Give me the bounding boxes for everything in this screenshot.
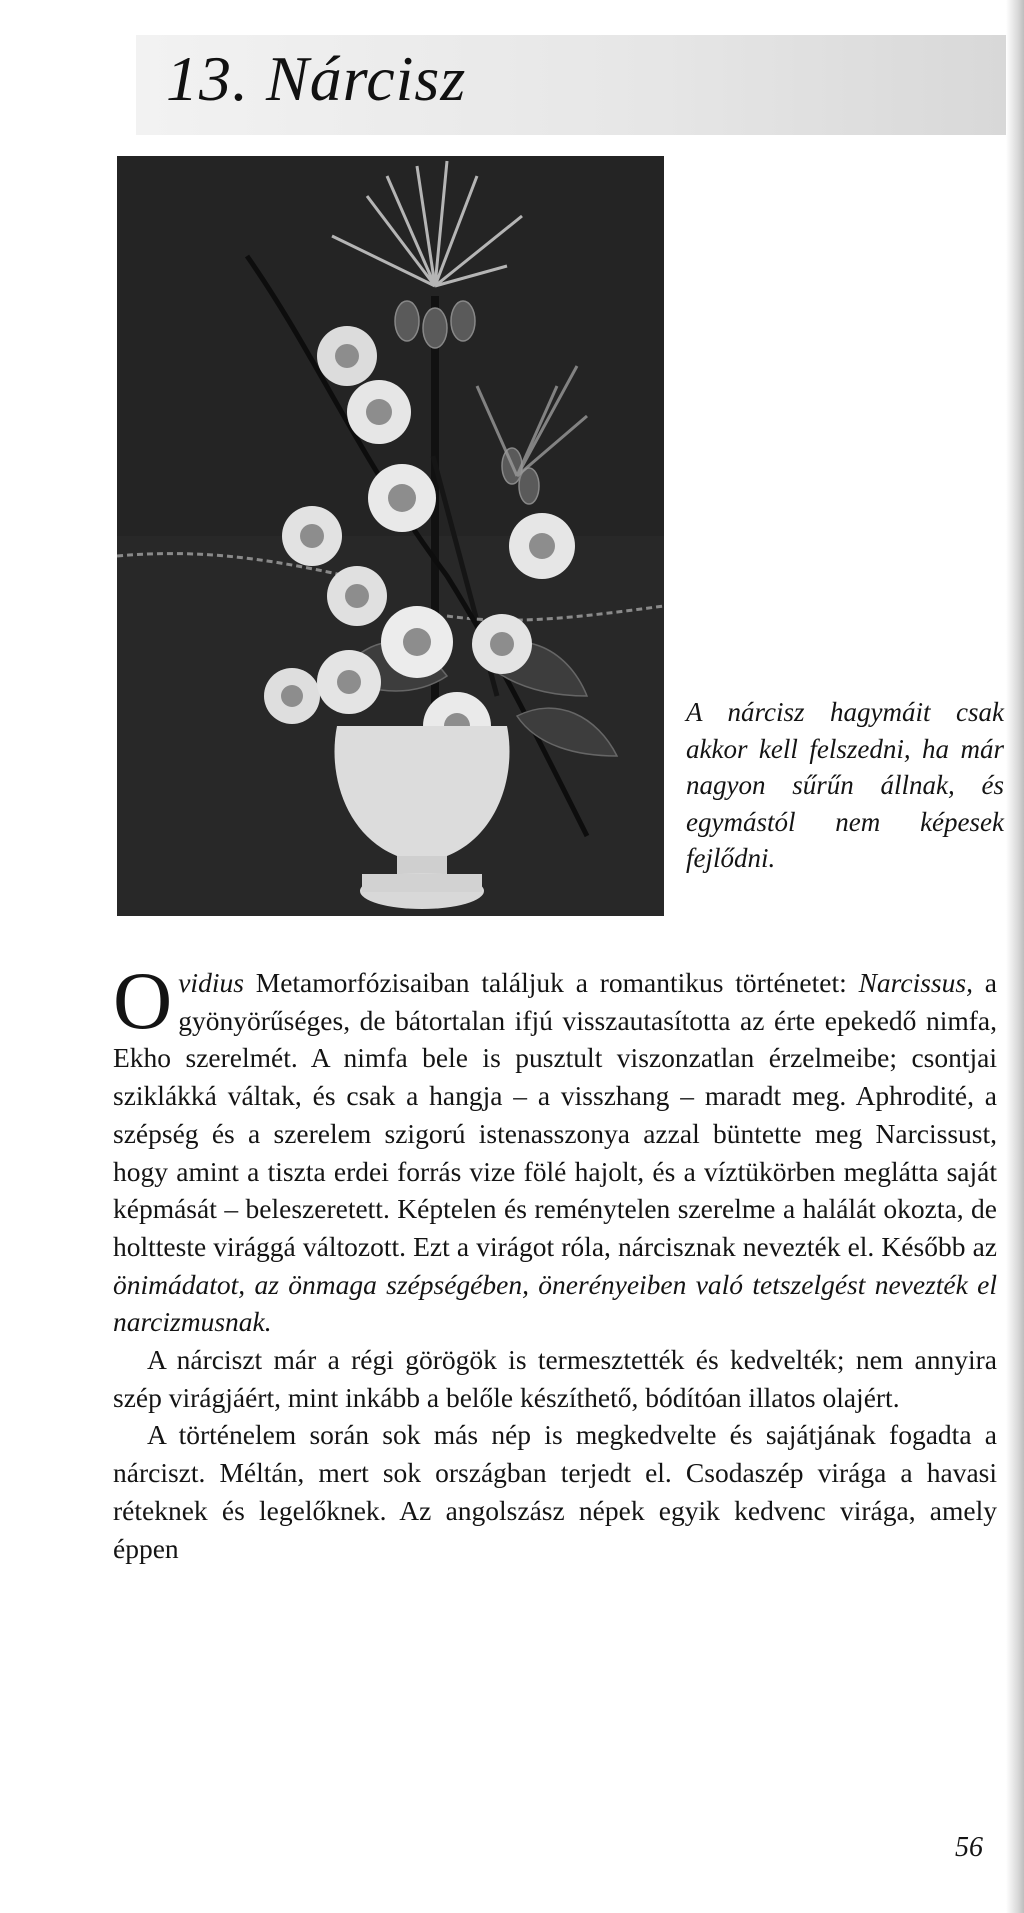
author-name: vidius: [178, 967, 244, 998]
paragraph-1-text-b: a gyönyörűséges, de bátortalan ifjú visszautasította az érte epekedő nimfa, Ekho szerelmét. A nimfa bele is pusztult viszonzatlan érzelmeibe; csontjai sziklákká váltak, és csak a hangja – a visszhang – maradt meg. Aphrodité, a szépség és a szerelem szigorú istenasszonya azzal büntette meg Narcissust, hogy amint a tiszta erdei forrás vize fölé hajolt, és a víztükörben meglátta saját képmását – beleszeretett. Képtelen és reménytelen szerelme a halálát okozta, de holtteste virággá változott. Ezt a virágot róla, nárcisznak nevezték el. Később az: [113, 967, 997, 1262]
paragraph-2: A nárciszt már a régi görögök is termesztették és kedvelték; nem annyira szép virágjáért, mint inkább a belőle készíthető, bódítóan illatos olajért.: [113, 1344, 997, 1413]
flower-arrangement-illustration: [117, 156, 664, 916]
paragraph-1-italic-ending: önimádatot, az önmaga szépségében, önerényeiben való tetszelgést nevezték el narcizmusnak.: [113, 1268, 997, 1338]
chapter-title: 13. Nárcisz: [166, 43, 467, 114]
paragraph-3: A történelem során sok más nép is megkedvelte és sajátjának fogadta a nárciszt. Méltán, mert sok országban terjedt el. Csodaszép virága a havasi réteknek és legelőknek. Az angolszász népek egyik kedvenc virága, amely éppen: [113, 1419, 997, 1564]
body-text: [113, 955, 997, 1567]
paragraph-1-text-a: Metamorfózisaiban találjuk a romantikus történetet:: [243, 967, 859, 998]
page-edge-shadow: [1006, 0, 1024, 1913]
flower-arrangement-photo: [117, 156, 664, 916]
narcissus-name: Narcissus,: [858, 967, 973, 998]
drop-cap: O: [113, 955, 173, 1046]
photo-caption: A nárcisz hagymáit csak akkor kell felszedni, ha már nagyon sűrűn állnak, és egymástól nem képesek fejlődni.: [686, 697, 1004, 873]
page-number: 56: [955, 1832, 983, 1863]
paragraph-1: [113, 955, 997, 1341]
